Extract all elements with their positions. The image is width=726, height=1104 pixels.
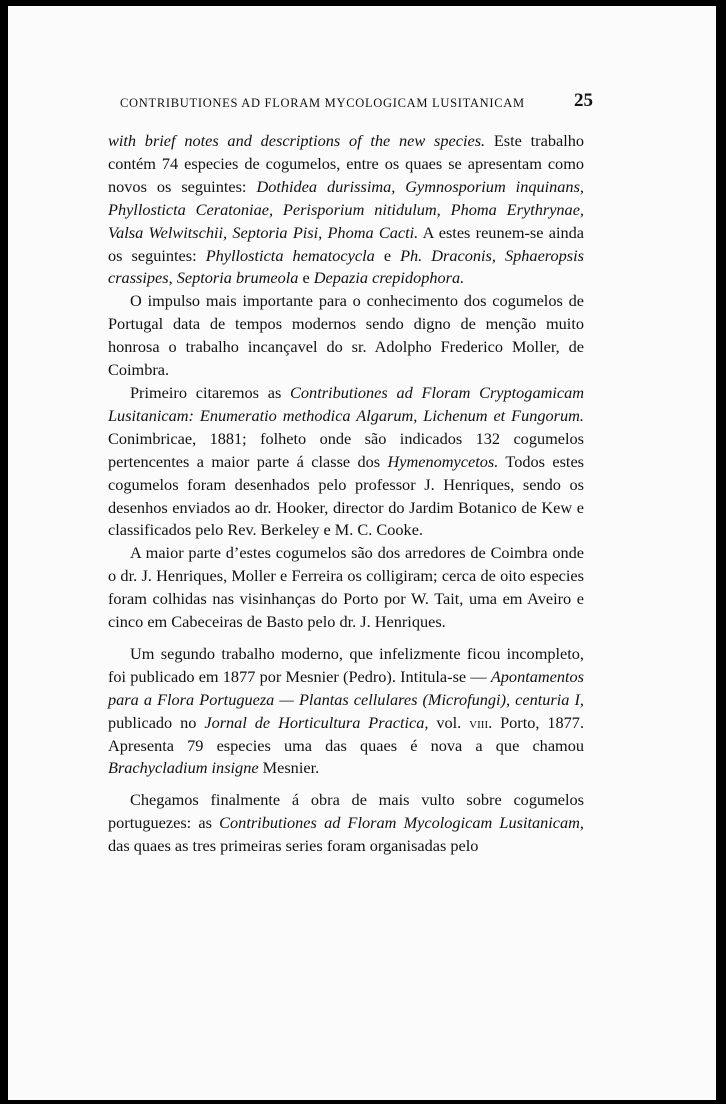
text-run: A estes reunem-se ainda os seguintes: xyxy=(108,222,584,265)
italic-text: Jornal de Horticultura Practica, xyxy=(204,712,429,732)
text-run: Primeiro citaremos as xyxy=(130,382,291,402)
italic-text: Contributiones ad Floram Cryptogamicam Lusitanicam: Enumeratio methodica Algarum, Lichenum et Fungorum. xyxy=(108,382,584,425)
text-run: Todos estes cogumelos foram desenhados pelo professor J. Henriques, sendo os desenhos enviados ao dr. Hooker, director do Jardim Botanico de Kew e classificados pelo Rev. Berkeley e M. C. Cooke. xyxy=(108,451,585,540)
italic-text: Dothidea durissima, Gymnosporium inquinans, Phyllosticta Ceratoniae, Perisporium nitidulum, Phoma Erythrynae, Valsa Welwitschii, Septoria Pisi, Phoma Cacti. xyxy=(108,176,584,242)
italic-text: with brief notes and descriptions of the new species. xyxy=(108,131,486,150)
smallcaps-text: viii xyxy=(469,712,489,732)
text-run: Conimbricae, 1881; folheto onde são indicados 132 cogumelos pertencentes a maior parte á classe dos xyxy=(108,428,584,471)
paragraph xyxy=(108,290,584,382)
text-run: . Porto, 1877. Apresenta 79 especies uma das quaes é nova a que chamou xyxy=(108,712,585,755)
italic-text: Ph. Draconis, Sphaeropsis crassipes, Septoria brumeola xyxy=(108,245,585,288)
running-title: CONTRIBUTIONES AD FLORAM MYCOLOGICAM LUSITANICAM xyxy=(120,96,525,110)
text-run: Chegamos finalmente á obra de mais vulto sobre cogumelos portuguezes: as xyxy=(108,790,584,833)
text-run: Este trabalho contém 74 especies de cogumelos, entre os quaes se apresentam como novos os seguintes: xyxy=(108,131,584,196)
text-run: e xyxy=(374,245,401,265)
italic-text: Brachycladium insigne xyxy=(108,758,259,778)
text-run: publicado no xyxy=(108,712,205,732)
italic-text: Hymenomycetos. xyxy=(387,451,499,471)
text-run: A maior parte d’estes cogumelos são dos arredores de Coimbra onde o dr. J. Henriques, Moller e Ferreira os colligiram; cerca de oito especies foram colhidas nas visinhanças do Porto por W. Tait, uma em Aveiro e cinco em Cabeceiras de Basto pelo dr. J. Henriques. xyxy=(108,543,584,632)
italic-text: Contributiones ad Floram Mycologicam Lusitanicam, xyxy=(219,813,585,833)
page-number: 25 xyxy=(574,90,593,111)
paragraph xyxy=(108,643,584,780)
paragraph xyxy=(108,789,584,858)
text-run: Mesnier. xyxy=(258,758,320,778)
italic-text: Apontamentos para a Flora Portugueza — Plantas cellulares (Microfungi), centuria I, xyxy=(108,666,584,709)
text-run: O impulso mais importante para o conhecimento dos cogumelos de Portugal data de tempos modernos sendo digno de menção muito honrosa o trabalho incançavel do sr. Adolpho Frederico Moller, de Coimbra. xyxy=(108,291,584,380)
page-header xyxy=(8,90,716,120)
body-text xyxy=(108,130,584,858)
text-run: Um segundo trabalho moderno, que infelizmente ficou incompleto, foi publicado em 1877 por Mesnier (Pedro). Intitula-se — xyxy=(108,643,584,686)
paragraph xyxy=(108,542,584,634)
paragraph xyxy=(108,130,584,290)
text-run: e xyxy=(298,268,314,288)
paragraph xyxy=(108,382,584,542)
text-run: das quaes as tres primeiras series foram organisadas pelo xyxy=(108,836,479,856)
italic-text: Phyllosticta hematocycla xyxy=(205,245,375,265)
book-page xyxy=(8,6,716,1100)
text-run: vol. xyxy=(428,712,470,732)
italic-text: Depazia crepidophora. xyxy=(313,268,465,288)
